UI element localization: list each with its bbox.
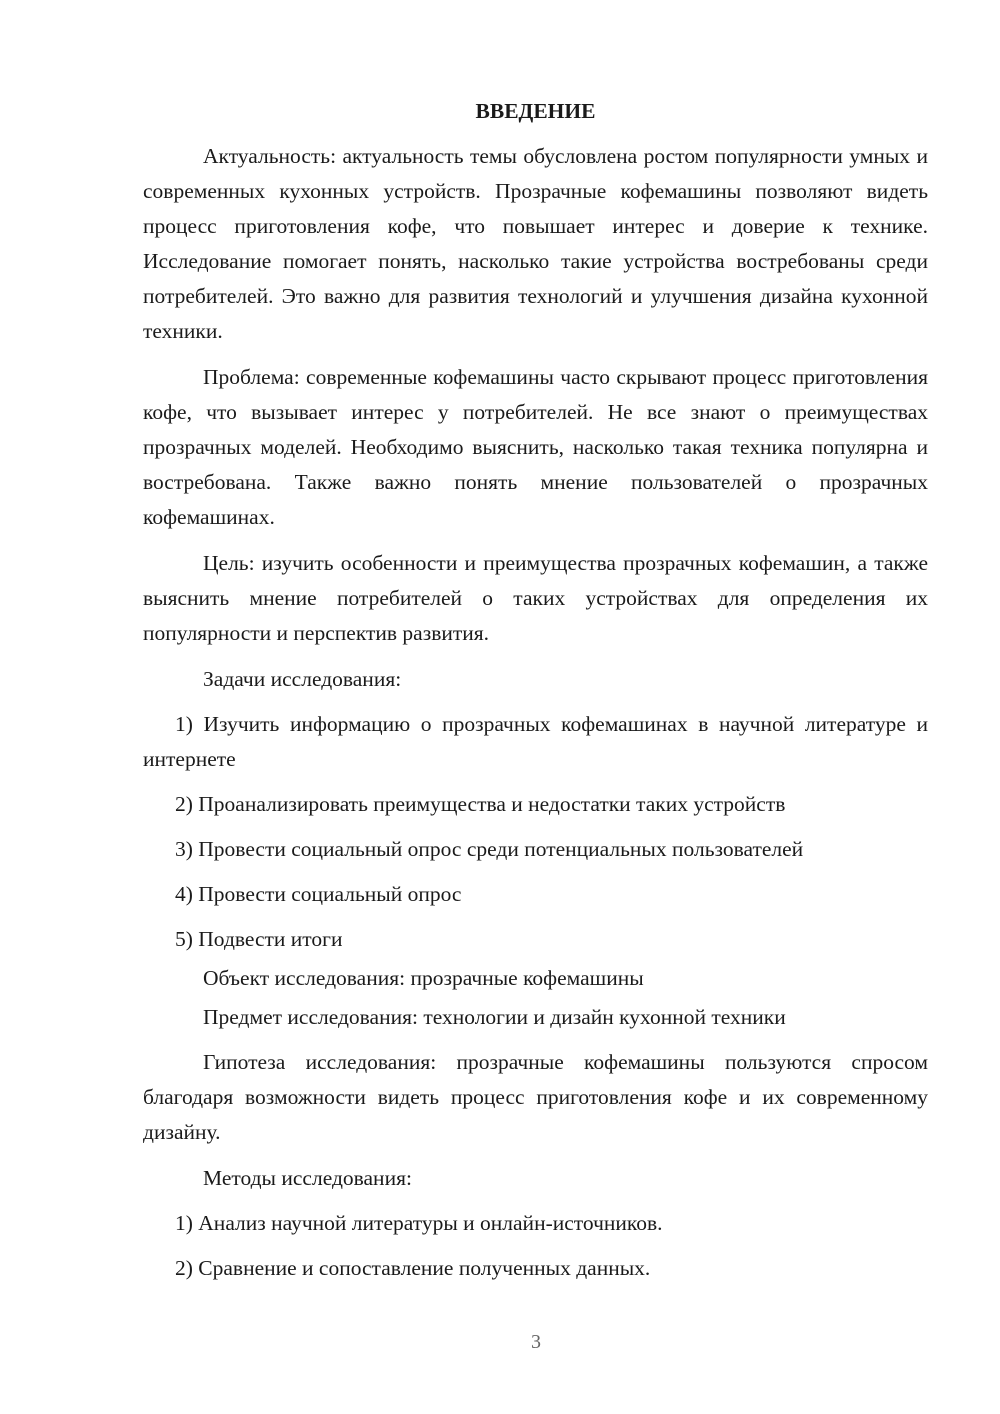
paragraph-relevance: Актуальность: актуальность темы обусловлена ростом популярности умных и современных кухонных устройств. Прозрачные кофемашины позволяют видеть процесс приготовления кофе, что повышает интерес и доверие к технике. Исследование помогает понять, насколько такие устройства востребованы среди потребителей. Это важно для развития технологий и улучшения дизайна кухонной техники. (143, 144, 928, 343)
paragraph-object: Объект исследования: прозрачные кофемашины (203, 966, 644, 990)
page-number: 3 (531, 1331, 541, 1353)
list-item-task-4: 4) Провести социальный опрос (175, 882, 462, 906)
tasks-heading: Задачи исследования: (203, 667, 402, 691)
paragraph-hypothesis: Гипотеза исследования: прозрачные кофемашины пользуются спросом благодаря возможности видеть процесс приготовления кофе и их современному дизайну. (143, 1050, 928, 1144)
document-page (143, 95, 928, 1296)
list-item-task-3: 3) Провести социальный опрос среди потенциальных пользователей (175, 837, 804, 861)
list-item-task-1: 1) Изучить информацию о прозрачных кофемашинах в научной литературе и интернете (143, 712, 928, 771)
methods-heading: Методы исследования: (203, 1166, 412, 1190)
list-item-method-1: 1) Анализ научной литературы и онлайн-источников. (175, 1211, 663, 1235)
list-item-task-2: 2) Проанализировать преимущества и недостатки таких устройств (175, 792, 786, 816)
paragraph-subject: Предмет исследования: технологии и дизайн кухонной техники (203, 1005, 786, 1029)
paragraph-goal: Цель: изучить особенности и преимущества прозрачных кофемашин, а также выяснить мнение потребителей о таких устройствах для определения их популярности и перспектив развития. (143, 551, 928, 645)
paragraph-problem: Проблема: современные кофемашины часто скрывают процесс приготовления кофе, что вызывает интерес у потребителей. Не все знают о преимуществах прозрачных моделей. Необходимо выяснить, насколько такая техника популярна и востребована. Также важно понять мнение пользователей о прозрачных кофемашинах. (143, 365, 928, 529)
list-item-task-5: 5) Подвести итоги (175, 927, 343, 951)
list-item-method-2: 2) Сравнение и сопоставление полученных данных. (175, 1256, 651, 1280)
page-title: ВВЕДЕНИЕ (475, 99, 596, 123)
